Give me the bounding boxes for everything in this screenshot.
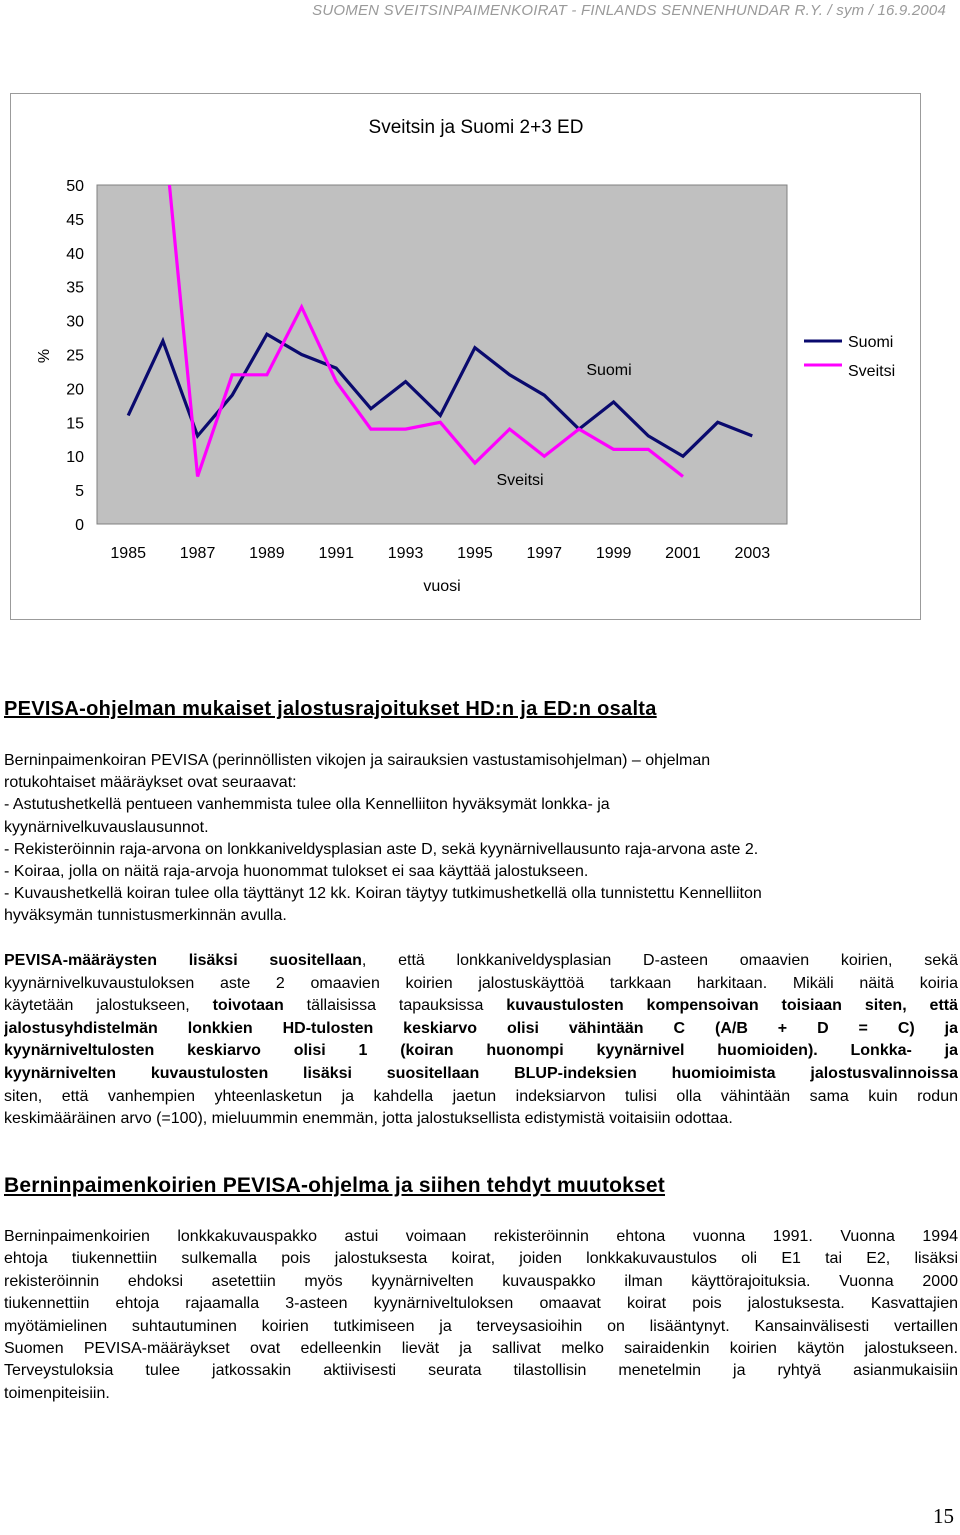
y-tick-label: 45 [66, 211, 84, 229]
text-line: Berninpaimenkoiran PEVISA (perinnöllisten vikojen ja sairauksien vastustamisohjelman) – ohjelman [4, 752, 711, 769]
y-tick-label: 40 [66, 245, 84, 263]
section2-heading: Berninpaimenkoirien PEVISA-ohjelma ja siihen tehdyt muutokset [4, 1174, 666, 1197]
bold-text: PEVISA-määräysten lisäksi suositellaan [4, 952, 362, 969]
text-run: tällaisissa tapauksissa [283, 997, 507, 1015]
y-axis-ticks [66, 178, 84, 534]
running-header: SUOMEN SVEITSINPAIMENKOIRAT - FINLANDS SENNENHUNDAR R.Y. / sym / 16.9.2004 [312, 2, 946, 19]
x-axis-label: vuosi [423, 578, 461, 595]
page-number: 15 [933, 1504, 954, 1528]
text-line: Suomen PEVISA-määräykset ovat edelleenkin lievät ja sallivat melko sairaidenkin koirien käytön jalostukseen. [4, 1339, 958, 1357]
history-paragraph [4, 1226, 958, 1405]
annotation-suomi: Suomi [586, 362, 632, 379]
text-line: rotukohtaiset määräykset ovat seuraavat: [4, 774, 297, 792]
text-line: kyynärnivelkuvauslausunnot. [4, 818, 209, 836]
text-line [4, 995, 958, 1018]
chart-frame [10, 93, 921, 620]
x-tick-label: 1991 [318, 545, 355, 562]
text-line: - Rekisteröinnin raja-arvona on lonkkaniveldysplasian aste D, sekä kyynärnivellausunto raja-arvona aste 2. [4, 840, 759, 858]
x-tick-label: 1995 [457, 545, 493, 562]
recommendation-paragraph [4, 950, 958, 1131]
text-line: toimenpiteisiin. [4, 1384, 110, 1402]
x-axis-ticks [110, 545, 770, 562]
x-tick-label: 1987 [179, 545, 216, 562]
x-tick-label: 1989 [249, 545, 285, 562]
section1-heading: PEVISA-ohjelman mukaiset jalostusrajoitukset HD:n ja ED:n osalta [4, 698, 657, 720]
text-line [4, 950, 958, 973]
x-tick-label: 1993 [387, 545, 424, 562]
y-tick-label: 5 [75, 483, 84, 501]
y-tick-label: 10 [66, 449, 84, 467]
legend-label-sveitsi: Sveitsi [848, 363, 896, 380]
y-tick-label: 30 [66, 313, 84, 331]
bold-text: kyynärniveltulosten keskiarvo olisi 1 (koiran huonompi kyynärnivel huomioiden). [4, 1042, 818, 1060]
text-line: tiukennettiin ehtoja rajaamalla 3-asteen kyynärniveltuloksen omaavat koirat pois jalostuksesta. Kasvattajien [4, 1295, 958, 1313]
legend-label-suomi: Suomi [848, 334, 894, 351]
text-line: myötämielinen suhtautuminen koirien tutkimiseen ja terveysasioihin on lisääntynyt. Kansainvälisesti vertaillen [4, 1317, 958, 1335]
y-tick-label: 15 [66, 415, 84, 433]
text-line: Berninpaimenkoirien lonkkakuvauspakko astui voimaan rekisteröinnin ehtona vuonna 1991. Vuonna 1994 [4, 1228, 958, 1245]
pevisa-rules [4, 750, 954, 928]
y-tick-label: 35 [66, 279, 84, 297]
text-line: rekisteröinnin ehdoksi asetettiin myös kyynärnivelten kuvauspakko ilman käyttörajoituksia. Vuonna 2000 [4, 1272, 958, 1290]
x-tick-label: 1985 [110, 545, 147, 562]
bold-text: kyynärnivelten kuvaustulosten lisäksi suositellaan BLUP-indeksien huomioimista jalostusvalinnoissa [4, 1064, 958, 1082]
bold-text: jalostusyhdistelmän lonkkien HD-tulosten keskiarvo olisi vähintään C (A/B + D = C) ja [4, 1019, 958, 1037]
x-tick-label: 2003 [734, 545, 771, 562]
text-line [4, 1040, 958, 1063]
text-line: siten, että vanhempien yhteenlasketun ja kahdella jaetun indeksiarvon tulisi olla vähintään sama kuin rodun [4, 1087, 958, 1105]
text-line: - Koiraa, jolla on näitä raja-arvoja huonommat tulokset ei saa käyttää jalostukseen. [4, 863, 589, 881]
y-axis-label: % [36, 348, 53, 364]
bold-text: toivotaan [212, 997, 284, 1015]
y-tick-label: 50 [66, 178, 84, 195]
y-tick-label: 25 [66, 347, 84, 365]
text-line [4, 1063, 958, 1086]
text-line: Terveystuloksia tulee jatkossakin aktiivisesti seurata tilastollisin menetelmin ja ryhtyä asianmukaisiin [4, 1362, 958, 1380]
x-tick-label: 2001 [665, 545, 701, 562]
x-tick-label: 1999 [595, 545, 632, 562]
x-tick-label: 1997 [526, 545, 563, 562]
y-tick-label: 20 [66, 381, 84, 399]
y-tick-label: 0 [75, 517, 84, 534]
text-line [4, 1018, 958, 1041]
text-run: käytetään jalostukseen, [4, 997, 213, 1015]
legend [804, 334, 895, 380]
text-line: - Astutushetkellä pentueen vanhemmista tulee olla Kennelliiton hyväksymät lonkka- ja [4, 796, 610, 814]
text-line: keskimääräinen arvo (=100), mieluummin enemmän, jotta jalostuksellista edistymistä voitaisiin odottaa. [4, 1110, 733, 1128]
annotation-sveitsi: Sveitsi [496, 472, 544, 489]
text-line: kyynärnivelkuvaustuloksen aste 2 omaavien koirien jalostuskäyttöä tarkkaan harkitaan. Mikäli näitä koiria [4, 974, 958, 992]
chart-title: Sveitsin ja Suomi 2+3 ED [368, 117, 584, 138]
text-line: hyväksymän tunnistusmerkinnän avulla. [4, 907, 287, 925]
text-line: ehtoja tiukennettiin sulkemalla pois jalostuksesta koirat, joiden lonkkakuvaustulos oli E1 tai E2, lisäksi [4, 1250, 958, 1268]
bold-text: kuvaustulosten kompensoivan toisiaan siten, että [506, 997, 958, 1015]
bold-text: Lonkka- ja [817, 1042, 958, 1060]
text-run: , että lonkkaniveldysplasian D-asteen omaavien koirien, sekä [361, 952, 958, 969]
text-line: - Kuvaushetkellä koiran tulee olla täyttänyt 12 kk. Koiran täytyy tutkimushetkellä olla tunnistettu Kennelliiton [4, 885, 762, 903]
line-chart [11, 94, 920, 619]
plot-area [97, 185, 787, 524]
